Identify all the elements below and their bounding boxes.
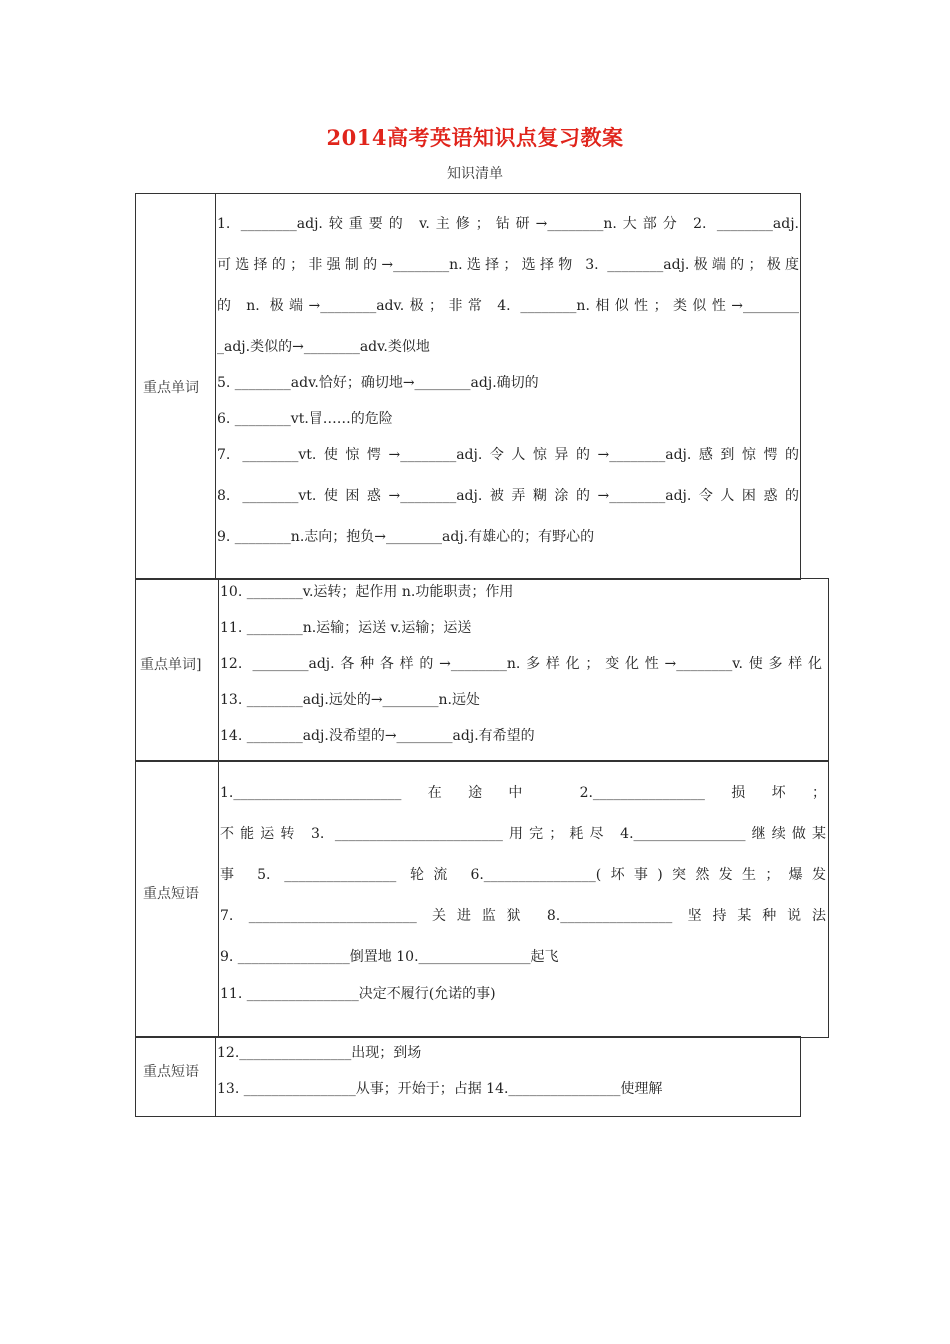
entry-line: 12.________________出现；到场 — [217, 1045, 422, 1061]
entry-line: 7. ________________________ 关进监狱 8.________________ 坚持某种说法 — [220, 908, 826, 924]
entry-line: 9. ________n.志向；抱负→________adj.有雄心的；有野心的 — [217, 529, 595, 545]
entry-line: 13. ________adj.远处的→________n.远处 — [220, 692, 481, 708]
entry-line: 7. ________vt.使惊愕→________adj.令人惊异的→________adj.感到惊愕的 — [217, 447, 799, 463]
entry-line: 不能运转 3. ________________________用完；耗尽 4.________________继续做某 — [220, 826, 826, 842]
column-divider — [218, 578, 219, 762]
entry-line: _adj.类似的→________adv.类似地 — [217, 339, 430, 355]
entry-line: 5. ________adv.恰好；确切地→________adj.确切的 — [217, 375, 539, 391]
entry-line: 11. ________n.运输；运送 v.运输；运送 — [220, 620, 472, 636]
page-title: 2014高考英语知识点复习教案 — [326, 125, 624, 150]
column-divider — [218, 760, 219, 1038]
section-heading: 知识清单 — [447, 166, 503, 182]
entry-line: 6. ________vt.冒……的危险 — [217, 411, 393, 427]
section-label: 重点短语 — [143, 886, 199, 902]
entry-line: 1. ________adj.较重要的 v.主修；钻研→________n.大部分 2. ________adj. — [217, 216, 799, 232]
section-label: 重点短语 — [143, 1064, 199, 1080]
section-label: 重点单词 — [143, 380, 199, 396]
column-divider — [215, 193, 216, 580]
entry-line: 13. ________________从事；开始于；占据 14.________________使理解 — [217, 1081, 663, 1097]
entry-line: 可选择的；非强制的→________n.选择；选择物 3. ________adj.极端的；极度 — [217, 257, 799, 273]
entry-line: 1.________________________在途中 2.________________损坏； — [220, 785, 826, 801]
entry-line: 9. ________________倒置地 10.________________起飞 — [220, 949, 559, 965]
entry-line: 11. ________________决定不履行(允诺的事) — [220, 986, 496, 1002]
entry-line: 10. ________v.运转；起作用 n.功能职责；作用 — [220, 584, 514, 600]
entry-line: 8. ________vt.使困惑→________adj.被弄糊涂的→________adj.令人困惑的 — [217, 488, 799, 504]
entry-line: 的 n. 极端→________adv.极；非常 4. ________n.相似性；类似性→________ — [217, 298, 799, 314]
section-label: 重点单词] — [140, 657, 202, 673]
column-divider — [215, 1036, 216, 1117]
entry-line: 14. ________adj.没希望的→________adj.有希望的 — [220, 728, 535, 744]
entry-line: 事 5. ________________ 轮流 6.________________(坏事)突然发生；爆发 — [220, 867, 826, 883]
entry-line: 12. ________adj.各种各样的→________n.多样化；变化性→________v.使多样化 — [220, 656, 822, 672]
